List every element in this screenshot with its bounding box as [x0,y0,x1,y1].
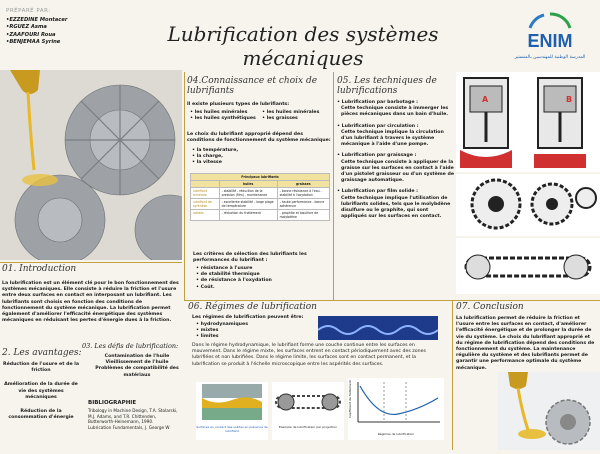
biblio-list [88,408,182,430]
author-3: • ZAAFOURI Roua [6,32,106,40]
criteria-text: Les critères de sélection des lubrifiants les performances du lubrifiant : [193,252,307,264]
list-item: • de stabilité thermique [196,272,260,278]
connaissance-intro: Il existe plusieurs types de lubrifiants: [187,102,290,107]
criteria-list [196,266,332,291]
stribeck-curve-icon [348,378,444,428]
caption: Surfaces en contact des solides en présence de lubrifiant [196,425,268,433]
svg-text:A: A [482,95,489,104]
divider [0,262,182,263]
prepared-label: PRÉPARÉ PAR: [6,8,51,14]
svg-text:ENIM: ENIM [527,31,573,51]
author-1: • EZZEDINE Montacer [6,17,106,25]
authors-block [6,8,106,47]
list-item: • Lubrification par circulation : Cette technique implique la circulation d'un lubrifiant à travers le système mécanique à l'aide d'une pompe. [337,123,444,148]
contact-surfaces-icon [196,382,268,422]
defis-list [92,354,182,379]
chain-diagram [456,238,600,294]
svg-text:B: B [566,95,573,104]
caption: Exemple de lubrification par projection [278,425,338,429]
biblio-title: BIBLIOGRAPHIE [88,400,137,406]
surface-wave-icon [318,316,438,340]
enim-logo [512,12,588,68]
regimes-title: 06. Régimes de lubrification [188,302,317,312]
author-2: • RGUEZ Asma [6,24,106,32]
list-item: • Coût. [196,284,215,290]
svg-text:Coefficient de frottement: Coefficient de frottement [348,380,352,418]
biblio-item: Tribology in Machine Design, T.A. Stolarski, M.J. Adams, and T.R. Chittenden, Butterworth-Heinemann, 1990. [88,408,178,425]
poster-title: Lubrification des systèmes mécaniques [167,22,439,70]
list-item: • les huiles minérales [262,110,320,115]
oil-pour-icon [498,372,600,450]
table-row: lubrifiant minérale - stabilité - réduction de la pression (film) - maintenance - bonne résistance à l'eau - stabilité à l'oxydation [191,188,330,199]
list-item: • la vitesse [192,160,222,166]
list-item: Vieillissement de l'huile [105,360,169,366]
regimes-intro: Les régimes de lubrification peuvent être: [192,315,304,320]
list-item: • résistance à l'usure [196,266,253,271]
defis-title: 03. Les défis de lubrification: [82,342,179,350]
list-item: Problèmes de compatibilité des matériaux [95,366,179,378]
list-item: • les graisses [262,116,298,122]
regime-image [318,316,438,340]
author-4: • BENJEMAA Syrine [6,39,106,47]
conclusion-title: 07. Conclusion [456,302,524,312]
avantages-title: 2. Les avantages: [2,348,82,358]
choix-text: Le choix du lubrifiant approprié dépend des conditions de fonctionnement du système mécanique: [187,132,331,144]
list-item: • les huiles synthétiques [190,116,256,122]
types-col-1 [190,110,260,122]
list-item: Contamination de l'huile [104,354,170,359]
regimes-list [196,322,306,341]
splash-lubrication-diagram [456,72,600,172]
engine-diagram-icon [456,72,600,172]
list-item: Amélioration de la durée de vie des systèmes mécaniques [4,382,78,400]
list-item: • la température, [192,148,239,153]
list-item: • Lubrification par barbotage : Cette technique consiste à immerger les pièces mécaniques dans un bain d'huile. [337,100,449,118]
intro-title: 01. Introduction [2,264,77,274]
divider [184,72,185,300]
list-item: • la charge, [192,154,223,160]
intro-text: La lubrification est un élément clé pour le bon fonctionnement des systèmes mécaniques. Elle consiste à réduire la friction et l'usure entre deux surfaces en contact en interposant un lubrifiant. Les lubrifiants sont choisis en fonction des conditions de fonctionnement du système mécanique. La lubrification permet également d'améliorer l'efficacité énergétique des systèmes mécaniques en réduisant les pertes d'énergie dues à la friction. [2,281,179,324]
divider [184,300,600,301]
divider [452,300,453,450]
conclusion-text: La lubrification permet de réduire la friction et l'usure entre les surfaces en contact, d'améliorer l'efficacité énergétique et de prolonger la durée de vie du système. Le choix du lubrifiant approprié et du régime de lubrification dépend des conditions de fonctionnement du système. La maintenance régulière du système et des lubrifiants permet de garantir une performance optimale du système mécanique. [456,316,595,371]
techniques-list [337,100,455,220]
gears-diagram-icon [456,174,600,236]
gear-image [0,70,182,260]
gears-diagram [456,174,600,236]
list-item: • les huiles minérales [190,110,248,115]
list-item: • Lubrification par graissage : Cette technique consiste à appliquer de la graisse sur les surfaces en contact à l'aide d'un pistolet graisseur ou d'un système de graissage automatique. [337,153,455,184]
list-item: • de résistance à l'oxydation [196,278,272,284]
list-item: • Lubrification par film solide : Cette technique implique l'utilisation de lubrifiants solides, tels que le molybdène disulfure ou le graphite, qui sont appliqués sur les surfaces en contact. [337,189,451,220]
regimes-chart [348,378,444,440]
gear-illustration-icon [0,70,182,260]
projection-icon [272,382,344,422]
table-title: Principaux lubrifiants [191,174,330,181]
list-item: Réduction de la consommation d'énergie [8,409,74,421]
chain-diagram-icon [456,238,600,294]
table-row: solides - réduction du frottement - graphite et bisulfure de molybdène [191,210,330,221]
techniques-title: 05. Les techniques de lubrifications [337,76,437,96]
projection-image [272,382,344,440]
regimes-text: Dans le régime hydrodynamique, le lubrifiant forme une couche continue entre les surfaces en mouvement. Dans le régime mixte, les surfaces entrent en contact périodiquement avec des zones lubrifiées et non lubrifiées. Dans le régime limite, les surfaces sont en contact permanent, et la lubrification se produit à l'échelle microscopique entre les aspérités des surfaces. [192,343,426,367]
conditions-list [192,148,332,167]
list-item: Réduction de l'usure et de la friction [2,362,80,374]
avantages-list [2,362,80,421]
divider [333,72,334,300]
contact-image [196,382,268,440]
connaissance-title: 04.Connaissance et choix de lubrifiants [187,76,318,96]
list-item: • mixtes [196,328,219,334]
types-col-2 [262,110,332,122]
enim-logo-icon [512,12,588,68]
svg-text:المدرسة الوطنية للمهندسين بالم: المدرسة الوطنية للمهندسين بالمنستير [514,55,586,60]
table-row: lubrifiant de synthèse - excellente stabilité - large plage de température - haute performance - bonne adhérence [191,199,330,210]
caption: Régimes de lubrification [377,432,415,436]
lubrifiants-table: Principaux lubrifiants huiles graisses lubrifiant minérale - stabilité - réduction de la pression (film) - maintenance - bonne résistance à l'eau - stabilité à l'oxydation lubrifiant de synthèse - excellente stabilité - large plage de température - haute performance - bonne adhérence solides - réduction du frottement - graphite et bisulfure de molybdène [190,173,330,221]
list-item: • hydrodynamiques [196,322,248,327]
list-item: • limites [196,334,219,340]
oil-image [498,372,600,450]
biblio-item: Lubrication Fundamentals, J. George W [88,424,170,430]
